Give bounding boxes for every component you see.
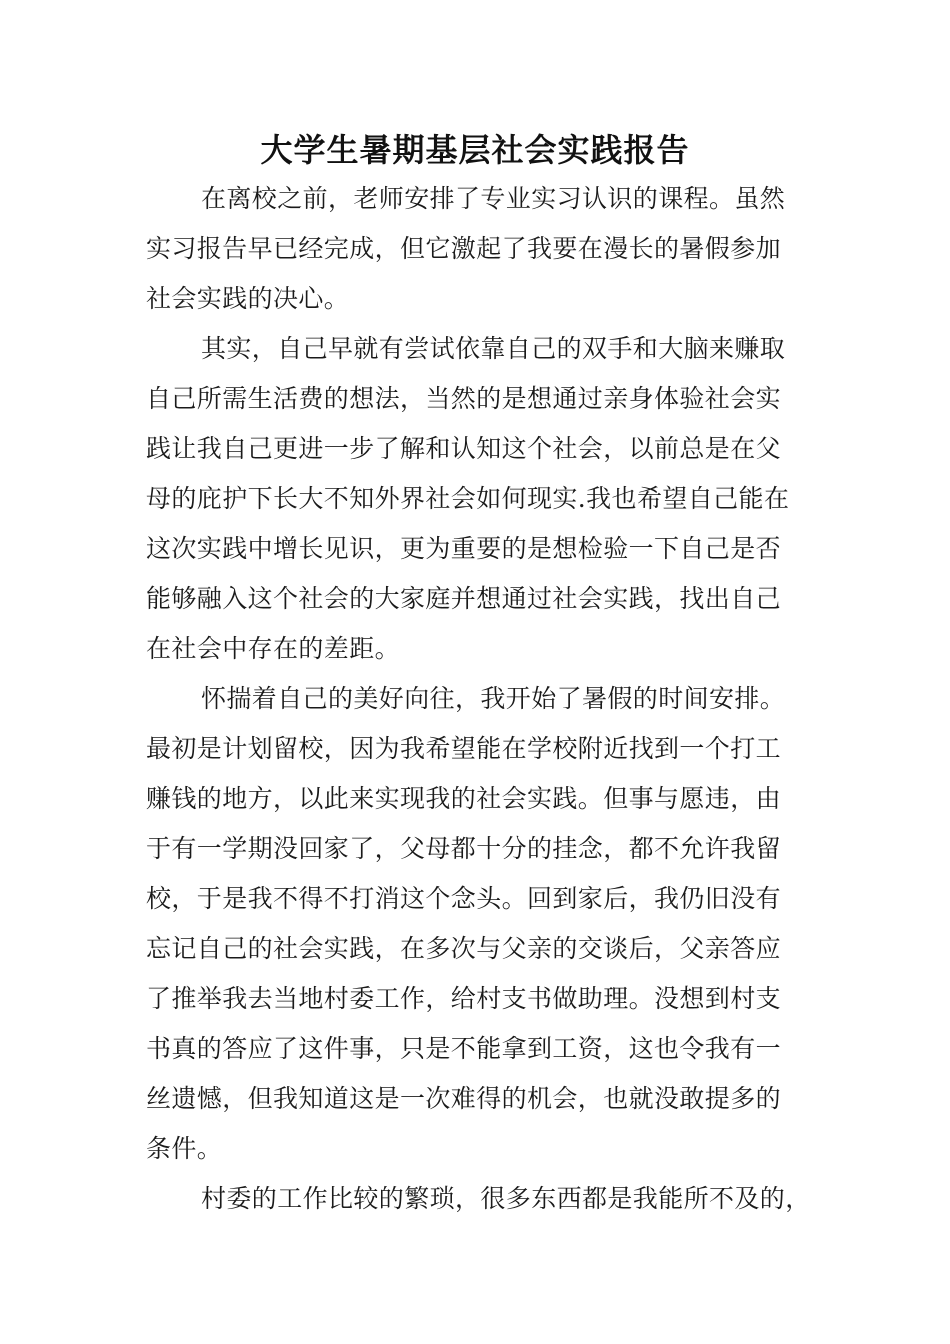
text-line: 能够融入这个社会的大家庭并想通过社会实践，找出自己	[146, 584, 782, 613]
text-line: 于有一学期没回家了，父母都十分的挂念，都不允许我留	[146, 834, 782, 863]
text-line: 丝遗憾，但我知道这是一次难得的机会，也就没敢提多的	[146, 1084, 782, 1113]
document-title: 大学生暑期基层社会实践报告	[260, 131, 690, 169]
text-line: 了推举我去当地村委工作，给村支书做助理。没想到村支	[146, 984, 782, 1013]
text-line: 条件。	[146, 1134, 223, 1163]
text-line: 社会实践的决心。	[146, 284, 350, 313]
text-line: 忘记自己的社会实践，在多次与父亲的交谈后，父亲答应	[146, 934, 782, 963]
text-line: 怀揣着自己的美好向往，我开始了暑假的时间安排。	[201, 684, 786, 713]
text-line: 实习报告早已经完成，但它激起了我要在漫长的暑假参加	[146, 234, 782, 263]
text-line: 践让我自己更进一步了解和认知这个社会，以前总是在父	[146, 434, 782, 463]
text-line: 在社会中存在的差距。	[146, 634, 401, 663]
text-line: 赚钱的地方，以此来实现我的社会实践。但事与愿违，由	[146, 784, 782, 813]
text-line: 在离校之前，老师安排了专业实习认识的课程。虽然	[201, 184, 786, 213]
text-line: 村委的工作比较的繁琐，很多东西都是我能所不及的，	[201, 1184, 811, 1213]
text-line: 其实，自己早就有尝试依靠自己的双手和大脑来赚取	[201, 334, 786, 363]
text-line: 书真的答应了这件事，只是不能拿到工资，这也令我有一	[146, 1034, 782, 1063]
text-line: 这次实践中增长见识，更为重要的是想检验一下自己是否	[146, 534, 782, 563]
text-line: 最初是计划留校，因为我希望能在学校附近找到一个打工	[146, 734, 782, 763]
text-line: 自己所需生活费的想法，当然的是想通过亲身体验社会实	[146, 384, 782, 413]
text-line: 校，于是我不得不打消这个念头。回到家后，我仍旧没有	[146, 884, 782, 913]
text-line: 母的庇护下长大不知外界社会如何现实.我也希望自己能在	[146, 484, 790, 513]
